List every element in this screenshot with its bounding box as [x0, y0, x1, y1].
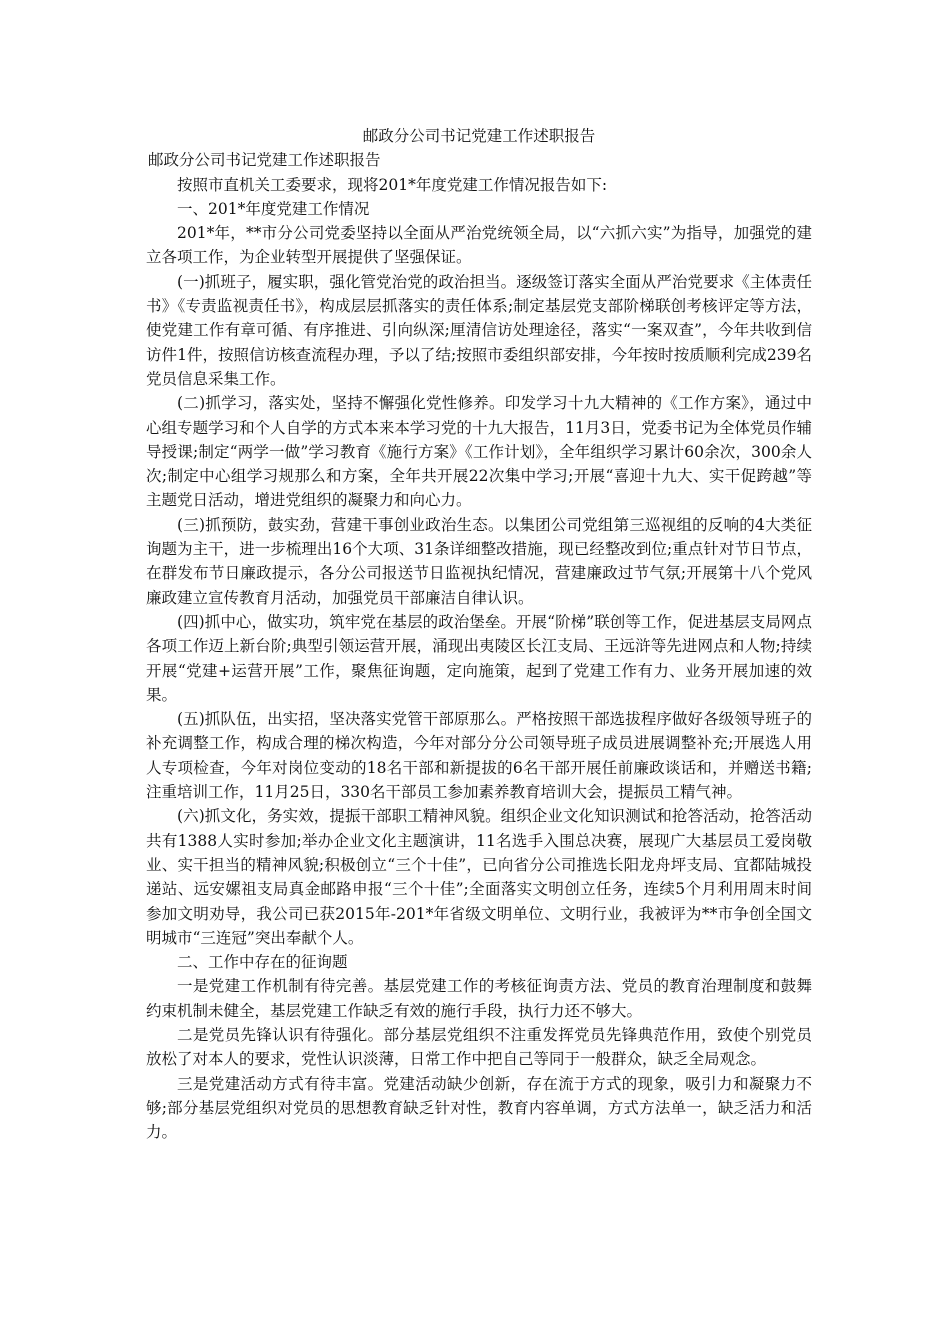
paragraph-item-6: (六)抓文化，务实效，提振干部职工精神风貌。组织企业文化知识测试和抢答活动，抢答活动共有1388人实时参加;举办企业文化主题演讲，11名选手入围总决赛，展现广大基层员工爱岗敬业、实干担当的精神风貌;积极创立“三个十佳”，已向省分公司推选长阳龙舟坪支局、宜都陆城投递站、远安嫘祖支局真金邮路申报“三个十佳”;全面落实文明创立任务，连续5个月利用周末时间参加文明劝导，我公司已获2015年-201*年省级文明单位、文明行业，我被评为**市争创全国文明城市“三连冠”突出奉献个人。 — [146, 807, 812, 947]
paragraph-item-2: (二)抓学习，落实处，坚持不懈强化党性修养。印发学习十九大精神的《工作方案》，通过中心组专题学习和个人自学的方式本来本学习党的十九大报告，11月3日，党委书记为全体党员作辅导授课;制定“两学一做”学习教育《施行方案》《工作计划》，全年组织学习累计60余次，300余人次;制定中心组学习规那么和方案，全年共开展22次集中学习;开展“喜迎十九大、实干促跨越”等主题党日活动，增进党组织的凝聚力和向心力。 — [146, 394, 812, 510]
section-heading-1: 一、201*年度党建工作情况 — [177, 199, 370, 218]
paragraph-intro: 按照市直机关工委要求，现将201*年度党建工作情况报告如下: — [177, 175, 608, 194]
paragraph-item-3: (三)抓预防，鼓实劲，营建干事创业政治生态。以集团公司党组第三巡视组的反响的4大类征询题为主干，进一步梳理出16个大项、31条详细整改措施，现已经整改到位;重点针对节日节点，在群发布节日廉政提示，各分公司报送节日监视执纪情况，营建廉政过节气氛;开展第十八个党风廉政建立宣传教育月活动，加强党员干部廉洁自律认识。 — [146, 515, 812, 607]
paragraph-overview: 201*年，**市分公司党委坚持以全面从严治党统领全局，以“六抓六实”为指导，加强党的建立各项工作，为企业转型开展提供了坚强保证。 — [146, 224, 812, 267]
section-heading-2: 二、工作中存在的征询题 — [177, 953, 348, 972]
document-subtitle: 邮政分公司书记党建工作述职报告 — [148, 151, 381, 170]
paragraph-item-1: (一)抓班子，履实职，强化管党治党的政治担当。逐级签订落实全面从严治党要求《主体责任书》《专责监视责任书》，构成层层抓落实的责任体系;制定基层党支部阶梯联创考核评定等方法，使党建工作有章可循、有序推进、引向纵深;厘清信访处理途径，落实“一案双查”，今年共收到信访件1件，按照信访核查流程办理，予以了结;按照市委组织部安排，今年按时按质顺利完成239名党员信息采集工作。 — [146, 272, 812, 388]
paragraph-item-5: (五)抓队伍，出实招，坚决落实党管干部原那么。严格按照干部选拔程序做好各级领导班子的补充调整工作，构成合理的梯次构造，今年对部分分公司领导班子成员进展调整补充;开展选人用人专项检查，今年对岗位变动的18名干部和新提拔的6名干部开展任前廉政谈话和，并赠送书籍;注重培训工作，11月25日，330名干部员工参加素养教育培训大会，提振员工精气神。 — [146, 710, 812, 802]
paragraph-issue-3: 三是党建活动方式有待丰富。党建活动缺少创新，存在流于方式的现象，吸引力和凝聚力不够;部分基层党组织对党员的思想教育缺乏针对性，教育内容单调，方式方法单一，缺乏活力和活力。 — [146, 1074, 812, 1142]
paragraph-issue-2: 二是党员先锋认识有待强化。部分基层党组织不注重发挥党员先锋典范作用，致使个别党员放松了对本人的要求，党性认识淡薄，日常工作中把自己等同于一般群众，缺乏全局观念。 — [146, 1025, 812, 1069]
paragraph-issue-1: 一是党建工作机制有待完善。基层党建工作的考核征询责方法、党员的教育治理制度和鼓舞约束机制未健全，基层党建工作缺乏有效的施行手段，执行力还不够大。 — [146, 977, 812, 1020]
document-title: 邮政分公司书记党建工作述职报告 — [362, 127, 596, 145]
paragraph-item-4: (四)抓中心，做实功，筑牢党在基层的政治堡垒。开展“阶梯”联创等工作，促进基层支局网点各项工作迈上新台阶;典型引领运营开展，涌现出夷陵区长江支局、王远浒等先进网点和人物;持续开展“党建+运营开展”工作，聚焦征询题，定向施策，起到了党建工作有力、业务开展加速的效果。 — [146, 612, 812, 704]
document-body — [146, 124, 812, 1144]
